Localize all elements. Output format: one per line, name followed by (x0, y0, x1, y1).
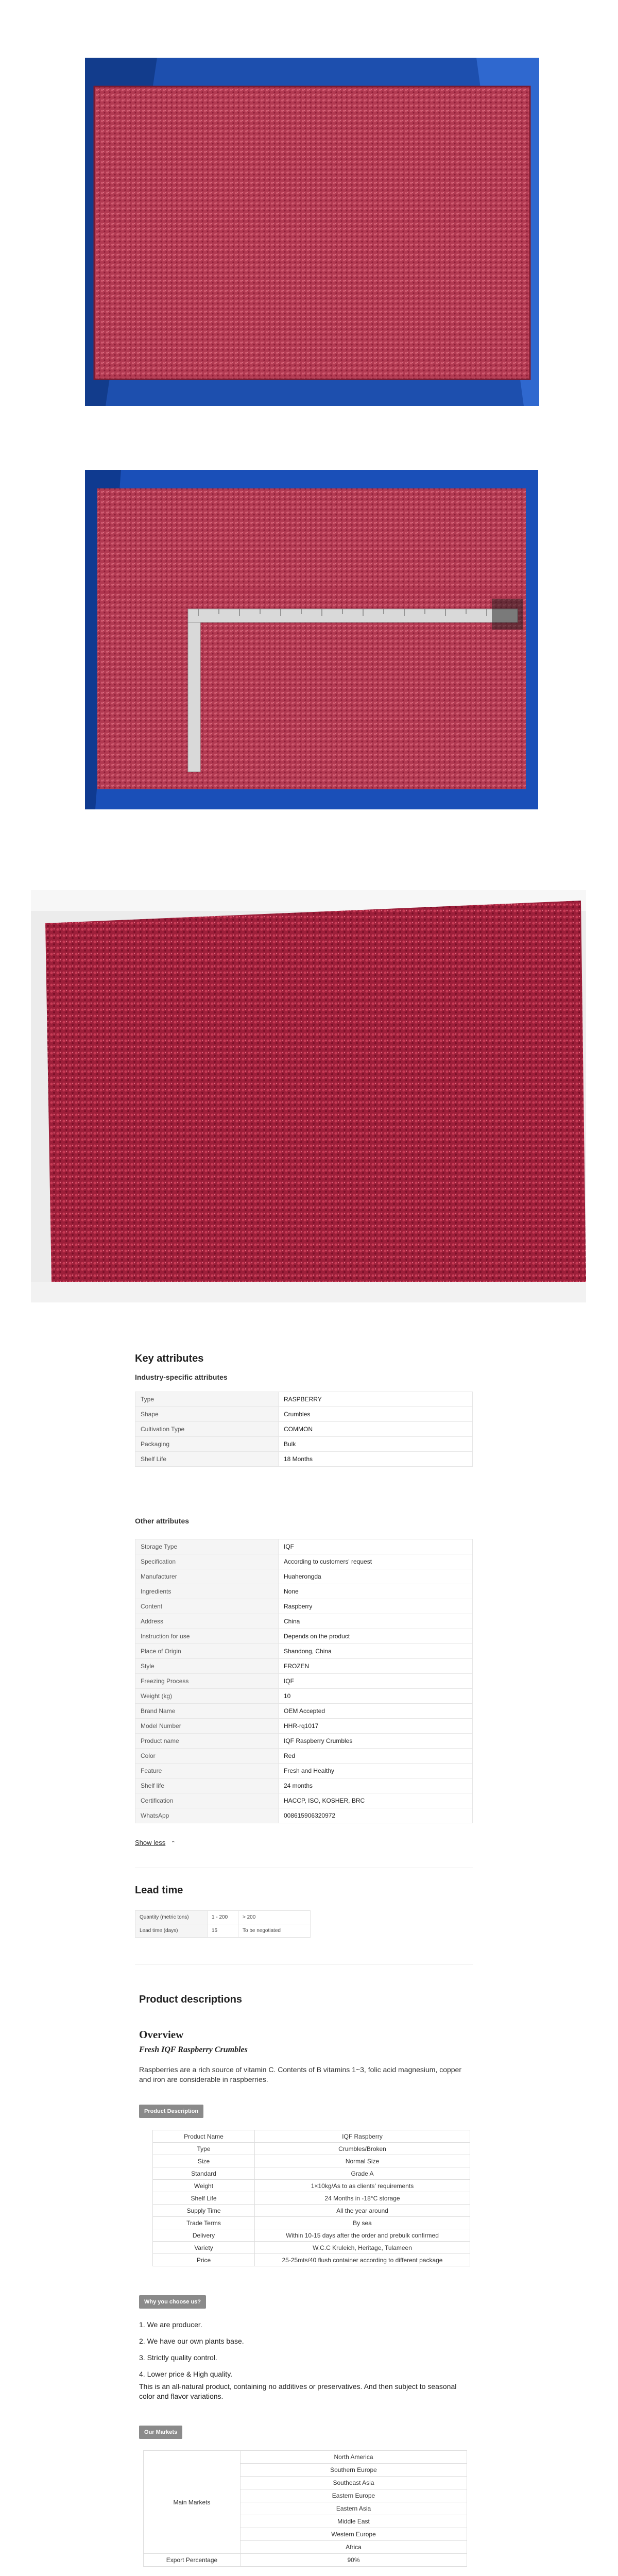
spec-name: Price (153, 2254, 255, 2266)
why-point-4: 4. Lower price & High quality. (139, 2370, 233, 2378)
market-region: Africa (241, 2541, 467, 2554)
attribute-value: OEM Accepted (279, 1704, 473, 1719)
overview-heading: Overview (139, 2028, 184, 2041)
attribute-name: Certification (135, 1793, 279, 1808)
spec-value: IQF Raspberry (255, 2130, 470, 2143)
attribute-value: Crumbles (279, 1407, 473, 1422)
table-row (135, 1704, 473, 1719)
market-region: Southern Europe (241, 2464, 467, 2477)
attribute-name: Instruction for use (135, 1629, 279, 1644)
attribute-name: WhatsApp (135, 1808, 279, 1823)
table-row (135, 1539, 473, 1554)
attribute-value: IQF (279, 1539, 473, 1554)
attribute-name: Weight (kg) (135, 1689, 279, 1704)
spec-name: Standard (153, 2167, 255, 2180)
attribute-value: 008615906320972 (279, 1808, 473, 1823)
table-row (153, 2217, 470, 2229)
markets-table (143, 2450, 467, 2567)
attribute-name: Brand Name (135, 1704, 279, 1719)
spec-name: Trade Terms (153, 2217, 255, 2229)
other-attributes-table (135, 1539, 473, 1823)
attribute-value: China (279, 1614, 473, 1629)
table-row (135, 1554, 473, 1569)
table-row (135, 1764, 473, 1778)
market-region: Middle East (241, 2515, 467, 2528)
industry-attributes-table (135, 1392, 473, 1467)
table-row (135, 1734, 473, 1749)
markets-table-wrap (143, 2450, 467, 2567)
attribute-value: FROZEN (279, 1659, 473, 1674)
product-photo-3-tray (31, 890, 586, 1302)
table-row (153, 2242, 470, 2254)
attribute-name: Address (135, 1614, 279, 1629)
table-row (135, 1793, 473, 1808)
spec-name: Size (153, 2155, 255, 2167)
product-note: This is an all-natural product, containing no additives or preservatives. And then subject to seasonal color and flavor variations. (139, 2382, 457, 2400)
table-row (153, 2254, 470, 2266)
table-row (135, 1924, 311, 1938)
table-row (153, 2205, 470, 2217)
lead-time-label: Lead time (days) (135, 1924, 208, 1938)
spec-value: 25-25mts/40 flush container according to different package (255, 2254, 470, 2266)
quantity-range-1: 1 - 200 (208, 1911, 238, 1924)
quantity-range-2: > 200 (238, 1911, 311, 1924)
table-row (135, 1599, 473, 1614)
table-row (153, 2229, 470, 2242)
attribute-value: RASPBERRY (279, 1392, 473, 1407)
chevron-up-icon[interactable]: ⌃ (170, 1840, 176, 1846)
table-row (153, 2192, 470, 2205)
attribute-name: Specification (135, 1554, 279, 1569)
attribute-value: Raspberry (279, 1599, 473, 1614)
why-point-2: 2. We have our own plants base. (139, 2337, 244, 2345)
table-row (144, 2554, 467, 2567)
spec-name: Weight (153, 2180, 255, 2192)
attribute-name: Manufacturer (135, 1569, 279, 1584)
spec-value: All the year around (255, 2205, 470, 2217)
market-region: Southeast Asia (241, 2477, 467, 2489)
attribute-value: IQF (279, 1674, 473, 1689)
attribute-value: IQF Raspberry Crumbles (279, 1734, 473, 1749)
attribute-name: Shelf life (135, 1778, 279, 1793)
overview-subtitle: Fresh IQF Raspberry Crumbles (139, 2045, 248, 2054)
attribute-name: Shape (135, 1407, 279, 1422)
why-point-3: 3. Strictly quality control. (139, 2353, 217, 2362)
attribute-value: Bulk (279, 1437, 473, 1452)
our-markets-tag: Our Markets (139, 2426, 182, 2439)
attribute-value: According to customers' request (279, 1554, 473, 1569)
table-row (135, 1719, 473, 1734)
product-photo-2-ruler (85, 470, 538, 809)
table-row (135, 1808, 473, 1823)
spec-table-wrap (152, 2130, 470, 2266)
attribute-name: Storage Type (135, 1539, 279, 1554)
spec-value: Within 10-15 days after the order and prebulk confirmed (255, 2229, 470, 2242)
export-percentage-value: 90% (241, 2554, 467, 2567)
market-region: Eastern Europe (241, 2489, 467, 2502)
lead-time-table (135, 1910, 311, 1938)
spec-name: Supply Time (153, 2205, 255, 2217)
attribute-name: Place of Origin (135, 1644, 279, 1659)
lead-time-value-1: 15 (208, 1924, 238, 1938)
attribute-name: Cultivation Type (135, 1422, 279, 1437)
spec-name: Variety (153, 2242, 255, 2254)
attribute-name: Feature (135, 1764, 279, 1778)
attribute-name: Ingredients (135, 1584, 279, 1599)
table-row (135, 1749, 473, 1764)
table-row (153, 2130, 470, 2143)
spec-value: By sea (255, 2217, 470, 2229)
table-row (135, 1778, 473, 1793)
overview-intro: Raspberries are a rich source of vitamin C. Contents of B vitamins 1~3, folic acid magnesium, copper and iron are considerable in raspberries. (139, 2065, 462, 2083)
table-row (144, 2451, 467, 2464)
attribute-name: Style (135, 1659, 279, 1674)
attribute-name: Type (135, 1392, 279, 1407)
industry-attributes-table-wrap (135, 1392, 473, 1467)
spec-value: Crumbles/Broken (255, 2143, 470, 2155)
attribute-value: Depends on the product (279, 1629, 473, 1644)
attribute-value: Shandong, China (279, 1644, 473, 1659)
table-row (135, 1569, 473, 1584)
table-row (135, 1659, 473, 1674)
market-region: Western Europe (241, 2528, 467, 2541)
attribute-value: 18 Months (279, 1452, 473, 1467)
attribute-value: None (279, 1584, 473, 1599)
attribute-value: 24 months (279, 1778, 473, 1793)
table-row (153, 2180, 470, 2192)
industry-attributes-title: Industry-specific attributes (135, 1373, 228, 1381)
table-row (135, 1437, 473, 1452)
table-row (135, 1452, 473, 1467)
table-row (135, 1644, 473, 1659)
table-row (153, 2167, 470, 2180)
product-description-tag: Product Description (139, 2105, 203, 2118)
spec-table (152, 2130, 470, 2266)
show-less-link[interactable]: Show less (135, 1839, 166, 1846)
spec-name: Type (153, 2143, 255, 2155)
table-row (135, 1911, 311, 1924)
table-row (135, 1614, 473, 1629)
attribute-name: Product name (135, 1734, 279, 1749)
key-attributes-title: Key attributes (135, 1353, 204, 1364)
attribute-value: COMMON (279, 1422, 473, 1437)
other-attributes-table-wrap (135, 1539, 473, 1823)
table-row (135, 1392, 473, 1407)
attribute-name: Model Number (135, 1719, 279, 1734)
table-row (135, 1584, 473, 1599)
attribute-value: Red (279, 1749, 473, 1764)
lead-time-value-2: To be negotiated (238, 1924, 311, 1938)
export-percentage-label: Export Percentage (144, 2554, 241, 2567)
table-row (135, 1674, 473, 1689)
table-row (135, 1422, 473, 1437)
spec-value: Grade A (255, 2167, 470, 2180)
lead-time-title: Lead time (135, 1885, 183, 1896)
market-region: Eastern Asia (241, 2502, 467, 2515)
spec-value: 24 Months in -18°C storage (255, 2192, 470, 2205)
attribute-value: HHR-rq1017 (279, 1719, 473, 1734)
product-photo-1 (85, 58, 539, 406)
spec-name: Delivery (153, 2229, 255, 2242)
attribute-value: 10 (279, 1689, 473, 1704)
spec-name: Shelf Life (153, 2192, 255, 2205)
table-row (153, 2143, 470, 2155)
why-choose-us-tag: Why you choose us? (139, 2295, 206, 2309)
table-row (135, 1689, 473, 1704)
attribute-name: Color (135, 1749, 279, 1764)
other-attributes-title: Other attributes (135, 1517, 190, 1525)
why-point-1: 1. We are producer. (139, 2320, 202, 2329)
attribute-name: Packaging (135, 1437, 279, 1452)
spec-value: Normal Size (255, 2155, 470, 2167)
attribute-name: Freezing Process (135, 1674, 279, 1689)
product-descriptions-title: Product descriptions (139, 1994, 243, 2005)
attribute-name: Content (135, 1599, 279, 1614)
table-row (135, 1629, 473, 1644)
attribute-value: Huaherongda (279, 1569, 473, 1584)
attribute-value: Fresh and Healthy (279, 1764, 473, 1778)
table-row (135, 1407, 473, 1422)
market-region: North America (241, 2451, 467, 2464)
spec-value: 1×10kg/As to as clients' requirements (255, 2180, 470, 2192)
main-markets-label: Main Markets (144, 2451, 241, 2554)
attribute-name: Shelf Life (135, 1452, 279, 1467)
spec-name: Product Name (153, 2130, 255, 2143)
spec-value: W.C.C Kruleich, Heritage, Tulameen (255, 2242, 470, 2254)
table-row (153, 2155, 470, 2167)
attribute-value: HACCP, ISO, KOSHER, BRC (279, 1793, 473, 1808)
quantity-label: Quantity (metric tons) (135, 1911, 208, 1924)
